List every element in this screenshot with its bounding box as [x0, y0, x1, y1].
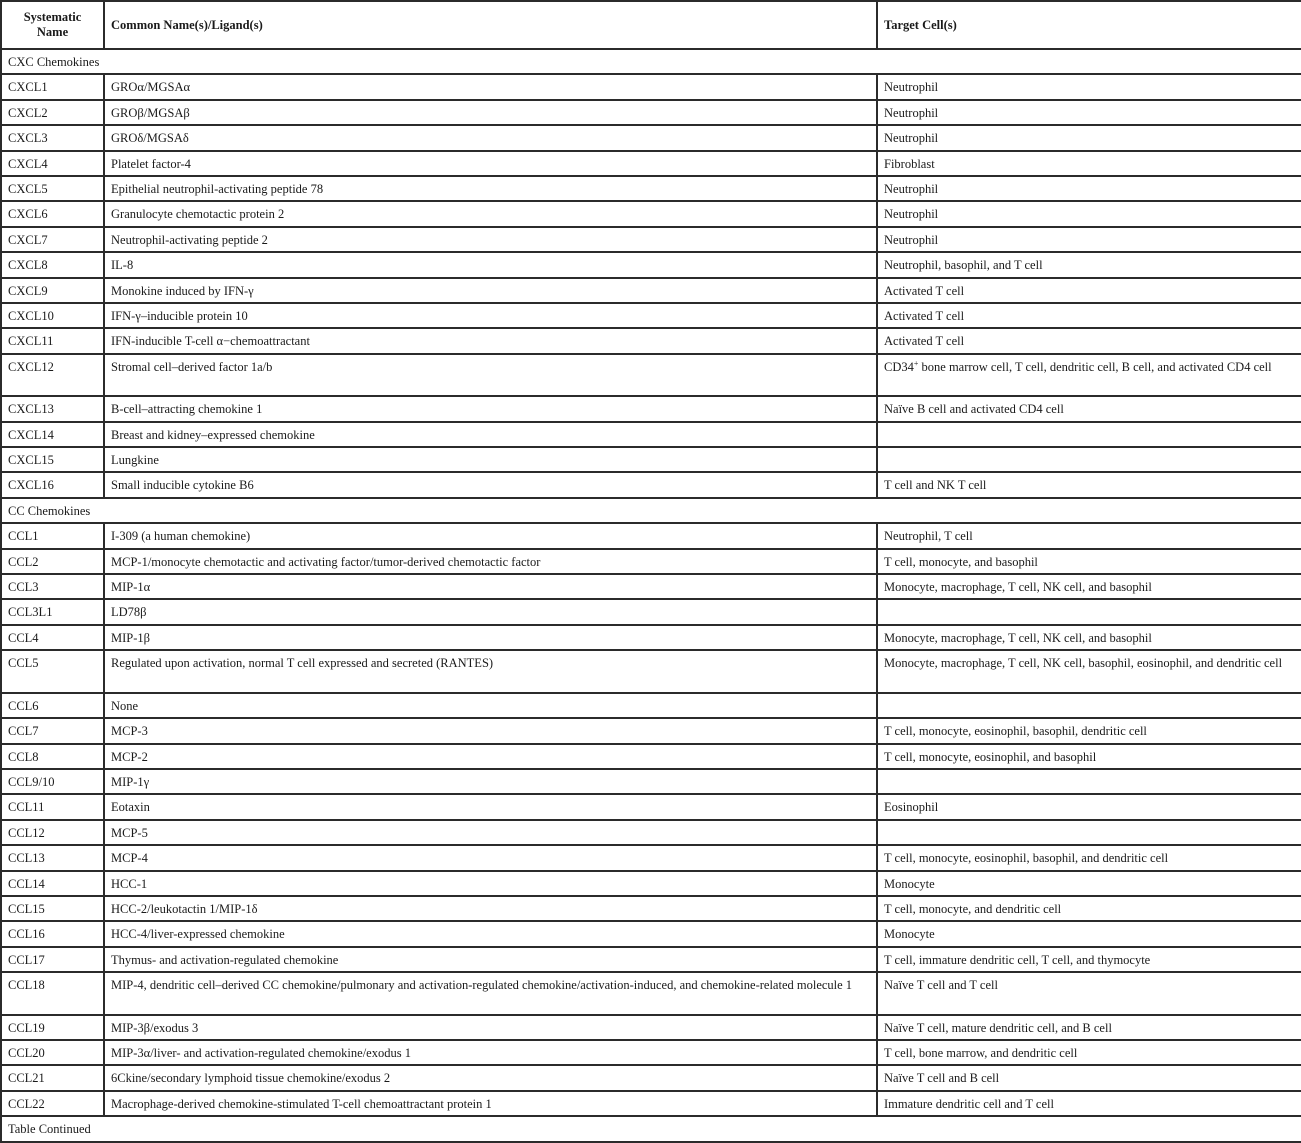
common-name-cell [104, 650, 877, 693]
target-cell-cell [877, 574, 1301, 599]
systematic-name-cell: CCL18 [1, 972, 104, 1015]
header-systematic-name [1, 1, 104, 49]
target-cell-cell [877, 447, 1301, 472]
common-name-text: Macrophage-derived chemokine-stimulated T-cell chemoattractant protein 1 [111, 1096, 492, 1111]
table-row [1, 74, 1301, 99]
table-row [1, 947, 1301, 972]
table-row [1, 523, 1301, 548]
target-cell-text [884, 359, 1295, 375]
systematic-name-cell: CCL3 [1, 574, 104, 599]
target-cell-text: Activated T cell [884, 308, 965, 323]
target-cell-text: Eosinophil [884, 800, 939, 815]
target-cell-cell [877, 328, 1301, 353]
common-name-cell [104, 151, 877, 176]
systematic-name-cell: CXCL2 [1, 100, 104, 125]
target-cell-text: T cell, monocyte, eosinophil, and basophil [884, 749, 1097, 764]
systematic-name-cell: CCL6 [1, 693, 104, 718]
common-name-text: Monokine induced by IFN-γ [111, 283, 254, 298]
table-row [1, 422, 1301, 447]
table-row [1, 845, 1301, 870]
target-cell-cell [877, 1040, 1301, 1065]
systematic-name-cell: CXCL6 [1, 201, 104, 226]
common-name-text: Breast and kidney–expressed chemokine [111, 427, 315, 442]
target-cell-prefix: CD34 [884, 359, 914, 374]
common-name-text: MCP-3 [111, 724, 148, 739]
target-cell-cell [877, 599, 1301, 624]
table-row [1, 625, 1301, 650]
table-row [1, 447, 1301, 472]
common-name-text: GROδ/MGSAδ [111, 131, 189, 146]
target-cell-text: T cell, monocyte, eosinophil, basophil, dendritic cell [884, 724, 1147, 739]
common-name-text: MIP-1β [111, 630, 151, 645]
systematic-name-cell: CCL15 [1, 896, 104, 921]
common-name-text: Eotaxin [111, 800, 150, 815]
systematic-name-cell: CXCL1 [1, 74, 104, 99]
common-name-text: Small inducible cytokine B6 [111, 478, 254, 493]
systematic-name-cell: CXCL13 [1, 396, 104, 421]
common-name-text: IFN-inducible T-cell α−chemoattractant [111, 334, 310, 349]
target-cell-cell [877, 718, 1301, 743]
target-cell-cell [877, 896, 1301, 921]
common-name-text: HCC-4/liver-expressed chemokine [111, 927, 285, 942]
target-cell-cell [877, 422, 1301, 447]
target-cell-text: Neutrophil [884, 131, 939, 146]
systematic-name-cell: CXCL11 [1, 328, 104, 353]
section-title: CXC Chemokines [1, 49, 1301, 74]
common-name-cell [104, 252, 877, 277]
common-name-text: IL-8 [111, 258, 134, 273]
common-name-cell [104, 472, 877, 497]
table-body [1, 49, 1301, 1142]
target-cell-cell [877, 794, 1301, 819]
systematic-name-cell: CCL19 [1, 1015, 104, 1040]
target-cell-text: Neutrophil [884, 232, 939, 247]
target-cell-cell [877, 125, 1301, 150]
target-cell-text: Naïve B cell and activated CD4 cell [884, 402, 1064, 417]
table-row [1, 921, 1301, 946]
systematic-name-cell: CCL7 [1, 718, 104, 743]
systematic-name-cell: CCL13 [1, 845, 104, 870]
common-name-text: Thymus- and activation-regulated chemokine [111, 952, 339, 967]
header-systematic-line2: Name [36, 25, 69, 39]
target-cell-cell [877, 201, 1301, 226]
systematic-name-cell: CCL8 [1, 744, 104, 769]
table-row [1, 472, 1301, 497]
target-cell-cell [877, 227, 1301, 252]
target-cell-cell [877, 278, 1301, 303]
common-name-text: MCP-1/monocyte chemotactic and activating factor/tumor-derived chemotactic factor [111, 554, 541, 569]
common-name-cell [104, 278, 877, 303]
table-row [1, 820, 1301, 845]
target-cell-superscript: + [913, 358, 919, 368]
common-name-text: MIP-4, dendritic cell–derived CC chemokine/pulmonary and activation-regulated chemokine/activation-induced, and chemokine-related molecule 1 [111, 978, 853, 993]
target-cell-cell [877, 396, 1301, 421]
target-cell-text: Activated T cell [884, 283, 965, 298]
target-cell-cell [877, 650, 1301, 693]
target-cell-cell [877, 74, 1301, 99]
common-name-cell [104, 693, 877, 718]
common-name-cell [104, 396, 877, 421]
target-cell-cell [877, 151, 1301, 176]
target-cell-cell [877, 921, 1301, 946]
target-cell-text: Fibroblast [884, 156, 935, 171]
common-name-cell [104, 303, 877, 328]
common-name-text: LD78β [111, 605, 147, 620]
common-name-text: GROβ/MGSAβ [111, 105, 190, 120]
target-cell-cell [877, 625, 1301, 650]
common-name-text: MCP-2 [111, 749, 148, 764]
table-row [1, 1065, 1301, 1090]
common-name-text: MCP-4 [111, 851, 148, 866]
common-name-text: HCC-1 [111, 876, 148, 891]
systematic-name-cell: CCL3L1 [1, 599, 104, 624]
target-cell-text: Naïve T cell and B cell [884, 1071, 1000, 1086]
target-cell-text: Monocyte, macrophage, T cell, NK cell, and basophil [884, 630, 1152, 645]
table-row [1, 896, 1301, 921]
table-row [1, 693, 1301, 718]
common-name-cell [104, 354, 877, 397]
common-name-cell [104, 769, 877, 794]
target-cell-cell [877, 472, 1301, 497]
table-row [1, 303, 1301, 328]
target-cell-cell [877, 252, 1301, 277]
table-row [1, 354, 1301, 397]
systematic-name-cell: CCL9/10 [1, 769, 104, 794]
systematic-name-cell: CXCL12 [1, 354, 104, 397]
target-cell-cell [877, 947, 1301, 972]
table-row [1, 574, 1301, 599]
table-row [1, 201, 1301, 226]
common-name-text: MIP-1α [111, 580, 151, 595]
systematic-name-cell: CXCL5 [1, 176, 104, 201]
header-common-name: Common Name(s)/Ligand(s) [104, 1, 877, 49]
common-name-text: GROα/MGSAα [111, 80, 191, 95]
target-cell-cell [877, 769, 1301, 794]
table-row [1, 599, 1301, 624]
common-name-cell [104, 794, 877, 819]
common-name-text: 6Ckine/secondary lymphoid tissue chemokine/exodus 2 [111, 1071, 391, 1086]
common-name-text: Platelet factor-4 [111, 156, 191, 171]
target-cell-text: Neutrophil, basophil, and T cell [884, 258, 1043, 273]
target-cell-text: Neutrophil [884, 105, 939, 120]
target-cell-rest: bone marrow cell, T cell, dendritic cell, B cell, and activated CD4 cell [918, 359, 1272, 374]
table-row [1, 718, 1301, 743]
common-name-cell [104, 176, 877, 201]
systematic-name-cell: CCL14 [1, 871, 104, 896]
systematic-name-cell: CCL12 [1, 820, 104, 845]
table-row [1, 972, 1301, 1015]
target-cell-text: Neutrophil [884, 181, 939, 196]
target-cell-text: T cell and NK T cell [884, 478, 987, 493]
target-cell-text: Naïve T cell, mature dendritic cell, and B cell [884, 1020, 1112, 1035]
common-name-text: Granulocyte chemotactic protein 2 [111, 207, 285, 222]
section-row [1, 498, 1301, 523]
common-name-text: Lungkine [111, 453, 159, 468]
common-name-cell [104, 896, 877, 921]
common-name-cell [104, 871, 877, 896]
target-cell-cell [877, 1065, 1301, 1090]
systematic-name-cell: CXCL9 [1, 278, 104, 303]
table-continued-label: Table Continued [1, 1116, 1301, 1142]
target-cell-cell [877, 871, 1301, 896]
target-cell-cell [877, 100, 1301, 125]
common-name-text: HCC-2/leukotactin 1/MIP-1δ [111, 901, 258, 916]
table-row [1, 1091, 1301, 1116]
common-name-cell [104, 100, 877, 125]
systematic-name-cell: CCL21 [1, 1065, 104, 1090]
target-cell-text: Monocyte [884, 927, 935, 942]
target-cell-cell [877, 549, 1301, 574]
common-name-cell [104, 921, 877, 946]
common-name-text: IFN-γ–inducible protein 10 [111, 308, 248, 323]
target-cell-text: Monocyte, macrophage, T cell, NK cell, and basophil [884, 580, 1152, 595]
common-name-cell [104, 523, 877, 548]
common-name-cell [104, 718, 877, 743]
table-row [1, 252, 1301, 277]
table-row [1, 328, 1301, 353]
target-cell-text: T cell, bone marrow, and dendritic cell [884, 1046, 1078, 1061]
table-row [1, 744, 1301, 769]
systematic-name-cell: CXCL8 [1, 252, 104, 277]
section-title: CC Chemokines [1, 498, 1301, 523]
systematic-name-cell: CCL11 [1, 794, 104, 819]
systematic-name-cell: CCL2 [1, 549, 104, 574]
target-cell-text: Immature dendritic cell and T cell [884, 1096, 1054, 1111]
target-cell-text: Monocyte [884, 876, 935, 891]
target-cell-text: Neutrophil [884, 207, 939, 222]
systematic-name-cell: CCL16 [1, 921, 104, 946]
systematic-name-cell: CXCL10 [1, 303, 104, 328]
common-name-text: B-cell–attracting chemokine 1 [111, 402, 263, 417]
common-name-text: I-309 (a human chemokine) [111, 529, 251, 544]
table-row [1, 227, 1301, 252]
common-name-text: None [111, 698, 139, 713]
common-name-text: Regulated upon activation, normal T cell expressed and secreted (RANTES) [111, 656, 494, 671]
systematic-name-cell: CXCL16 [1, 472, 104, 497]
common-name-cell [104, 201, 877, 226]
common-name-cell [104, 1015, 877, 1040]
common-name-cell [104, 599, 877, 624]
target-cell-cell [877, 972, 1301, 1015]
common-name-cell [104, 422, 877, 447]
header-row [1, 1, 1301, 49]
common-name-text: Stromal cell–derived factor 1a/b [111, 359, 273, 374]
table-row [1, 871, 1301, 896]
common-name-text: MIP-1γ [111, 774, 150, 789]
target-cell-text: T cell, monocyte, and basophil [884, 554, 1038, 569]
common-name-cell [104, 947, 877, 972]
common-name-cell [104, 447, 877, 472]
table-row [1, 1015, 1301, 1040]
systematic-name-cell: CXCL7 [1, 227, 104, 252]
common-name-text: Neutrophil-activating peptide 2 [111, 232, 268, 247]
systematic-name-cell: CCL22 [1, 1091, 104, 1116]
target-cell-text: Neutrophil, T cell [884, 529, 973, 544]
systematic-name-cell: CXCL14 [1, 422, 104, 447]
common-name-cell [104, 227, 877, 252]
table-row [1, 125, 1301, 150]
target-cell-text: Naïve T cell and T cell [884, 978, 998, 993]
systematic-name-cell: CCL17 [1, 947, 104, 972]
common-name-cell [104, 328, 877, 353]
common-name-text: MIP-3β/exodus 3 [111, 1020, 199, 1035]
systematic-name-cell: CXCL4 [1, 151, 104, 176]
table-row [1, 650, 1301, 693]
common-name-text: MCP-5 [111, 825, 148, 840]
common-name-cell [104, 1091, 877, 1116]
header-systematic-line1: Systematic [23, 10, 82, 24]
table-row [1, 549, 1301, 574]
common-name-cell [104, 549, 877, 574]
systematic-name-cell: CXCL15 [1, 447, 104, 472]
common-name-text: Epithelial neutrophil-activating peptide 78 [111, 181, 324, 196]
target-cell-cell [877, 354, 1301, 397]
common-name-cell [104, 625, 877, 650]
table-row [1, 769, 1301, 794]
table-row [1, 794, 1301, 819]
systematic-name-cell: CCL4 [1, 625, 104, 650]
target-cell-cell [877, 523, 1301, 548]
common-name-cell [104, 125, 877, 150]
table-row [1, 278, 1301, 303]
systematic-name-cell: CXCL3 [1, 125, 104, 150]
common-name-cell [104, 1065, 877, 1090]
common-name-cell [104, 574, 877, 599]
target-cell-text: Neutrophil [884, 80, 939, 95]
table-row [1, 176, 1301, 201]
target-cell-cell [877, 820, 1301, 845]
table-row [1, 1040, 1301, 1065]
target-cell-cell [877, 176, 1301, 201]
target-cell-cell [877, 693, 1301, 718]
target-cell-text: Monocyte, macrophage, T cell, NK cell, basophil, eosinophil, and dendritic cell [884, 656, 1283, 671]
systematic-name-cell: CCL5 [1, 650, 104, 693]
target-cell-text: Activated T cell [884, 334, 965, 349]
systematic-name-cell: CCL20 [1, 1040, 104, 1065]
table-row [1, 396, 1301, 421]
common-name-cell [104, 972, 877, 1015]
target-cell-cell [877, 1015, 1301, 1040]
target-cell-cell [877, 744, 1301, 769]
common-name-cell [104, 820, 877, 845]
common-name-cell [104, 744, 877, 769]
common-name-cell [104, 845, 877, 870]
systematic-name-cell: CCL1 [1, 523, 104, 548]
footer-row [1, 1116, 1301, 1142]
target-cell-cell [877, 845, 1301, 870]
target-cell-text: T cell, immature dendritic cell, T cell, and thymocyte [884, 952, 1151, 967]
target-cell-text: T cell, monocyte, eosinophil, basophil, and dendritic cell [884, 851, 1169, 866]
target-cell-cell [877, 303, 1301, 328]
target-cell-cell [877, 1091, 1301, 1116]
common-name-cell [104, 1040, 877, 1065]
section-row [1, 49, 1301, 74]
header-target-cells: Target Cell(s) [877, 1, 1301, 49]
table-row [1, 100, 1301, 125]
common-name-text: MIP-3α/liver- and activation-regulated chemokine/exodus 1 [111, 1046, 411, 1061]
table-row [1, 151, 1301, 176]
common-name-cell [104, 74, 877, 99]
target-cell-text: T cell, monocyte, and dendritic cell [884, 901, 1062, 916]
